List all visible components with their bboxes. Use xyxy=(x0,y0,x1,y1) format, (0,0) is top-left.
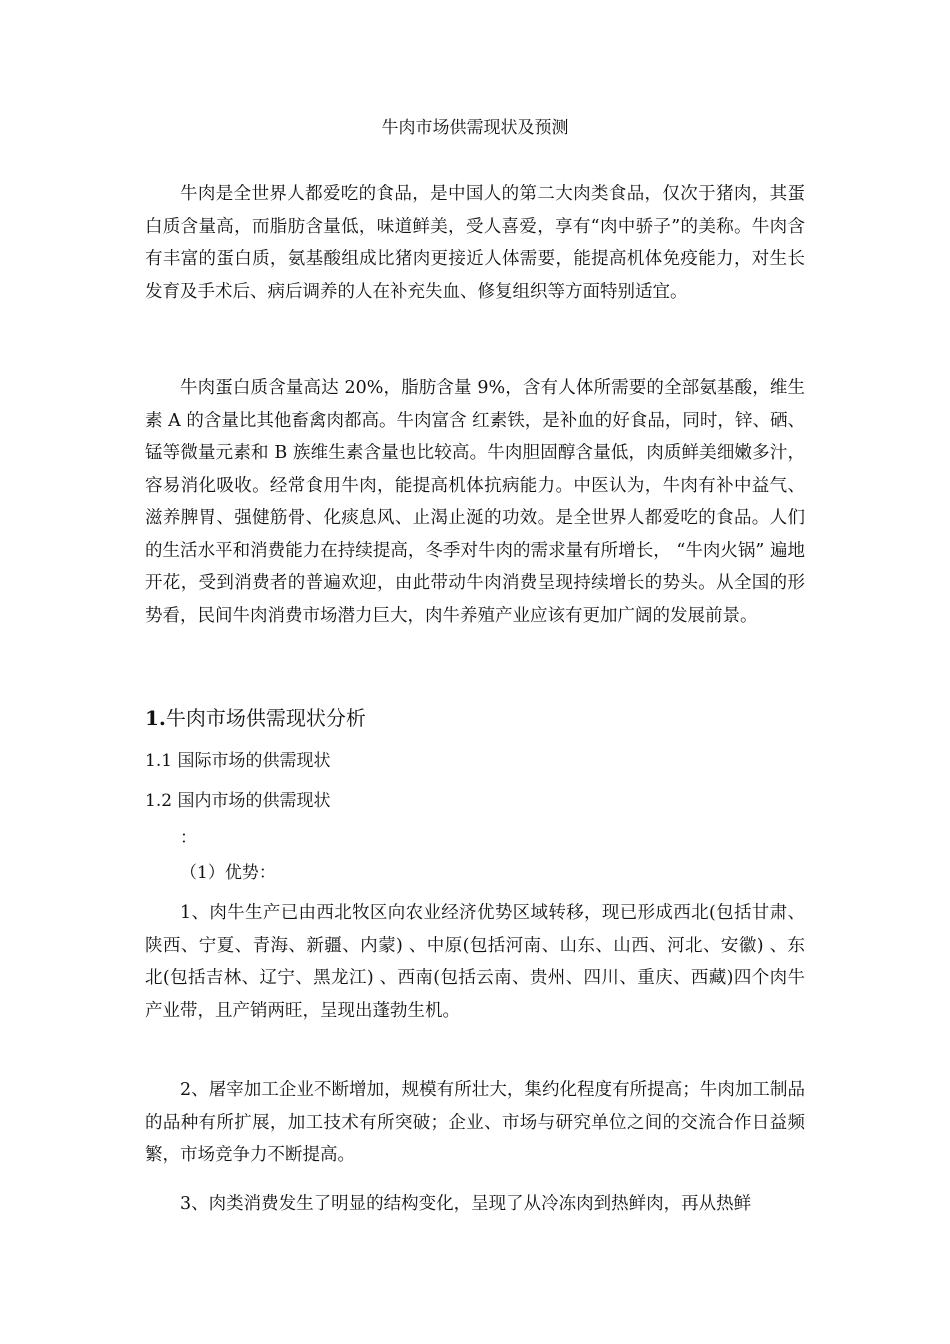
document-title: 牛肉市场供需现状及预测 xyxy=(381,118,569,138)
section-heading-1 xyxy=(145,703,366,733)
paragraph-text: 2、屠宰加工企业不断增加，规模有所壮大，集约化程度有所提高；牛肉加工制品的品种有所扩展，加工技术有所突破；企业、市场与研究单位之间的交流合作日益频繁，市场竞争力不断提高。 xyxy=(145,1080,805,1165)
section-number: 1. xyxy=(145,706,166,730)
subsection-heading-1-2: 1.2 国内市场的供需现状 xyxy=(145,791,331,811)
intro-paragraph-2 xyxy=(145,372,805,632)
subsection-heading-1-1: 1.1 国际市场的供需现状 xyxy=(145,751,331,771)
paragraph-text: 3、肉类消费发生了明显的结构变化，呈现了从冷冻肉到热鲜肉，再从热鲜 xyxy=(180,1194,752,1214)
advantage-item-2 xyxy=(145,1074,805,1172)
advantages-label: （1）优势： xyxy=(180,863,276,883)
intro-paragraph-1 xyxy=(145,178,805,308)
paragraph-text: 牛肉蛋白质含量高达 20%，脂肪含量 9%，含有人体所需要的全部氨基酸，维生素 A 的含量比其他畜禽肉都高。牛肉富含 红素铁，是补血的好食品，同时，锌、硒、锰等微量元素和 B 族维生素含量也比较高。牛肉胆固醇含量低，肉质鲜美细嫩多汁，容易消化吸收。经常食用牛肉，能提高机体抗病能力。中医认为，牛肉有补中益气、滋养脾胃、强健筋骨、化痰息风、止渴止涎的功效。是全世界人都爱吃的食品。人们的生活水平和消费能力在持续提高，冬季对牛肉的需求量有所增长， “牛肉火锅” 遍地开花，受到消费者的普遍欢迎，由此带动牛肉消费呈现持续增长的势头。从全国的形势看，民间牛肉消费市场潜力巨大，肉牛养殖产业应该有更加广阔的发展前景。 xyxy=(145,378,805,626)
advantage-item-3 xyxy=(145,1188,805,1221)
paragraph-text: 牛肉是全世界人都爱吃的食品，是中国人的第二大肉类食品，仅次于猪肉，其蛋白质含量高，而脂肪含量低，味道鲜美，受人喜爱，享有“肉中骄子”的美称。牛肉含有丰富的蛋白质，氨基酸组成比猪肉更接近人体需要，能提高机体免疫能力，对生长发育及手术后、病后调养的人在补充失血、修复组织等方面特别适宜。 xyxy=(145,184,805,302)
colon-mark: ： xyxy=(180,828,197,848)
advantage-item-1 xyxy=(145,897,805,1027)
paragraph-text: 1、肉牛生产已由西北牧区向农业经济优势区域转移，现已形成西北(包括甘肃、陕西、宁夏、青海、新疆、内蒙) 、中原(包括河南、山东、山西、河北、安徽) 、东北(包括吉林、辽宁、黑龙江) 、西南(包括云南、贵州、四川、重庆、西藏)四个肉牛产业带，且产销两旺，呈现出蓬勃生机。 xyxy=(145,903,805,1021)
section-title: 牛肉市场供需现状分析 xyxy=(165,706,366,730)
